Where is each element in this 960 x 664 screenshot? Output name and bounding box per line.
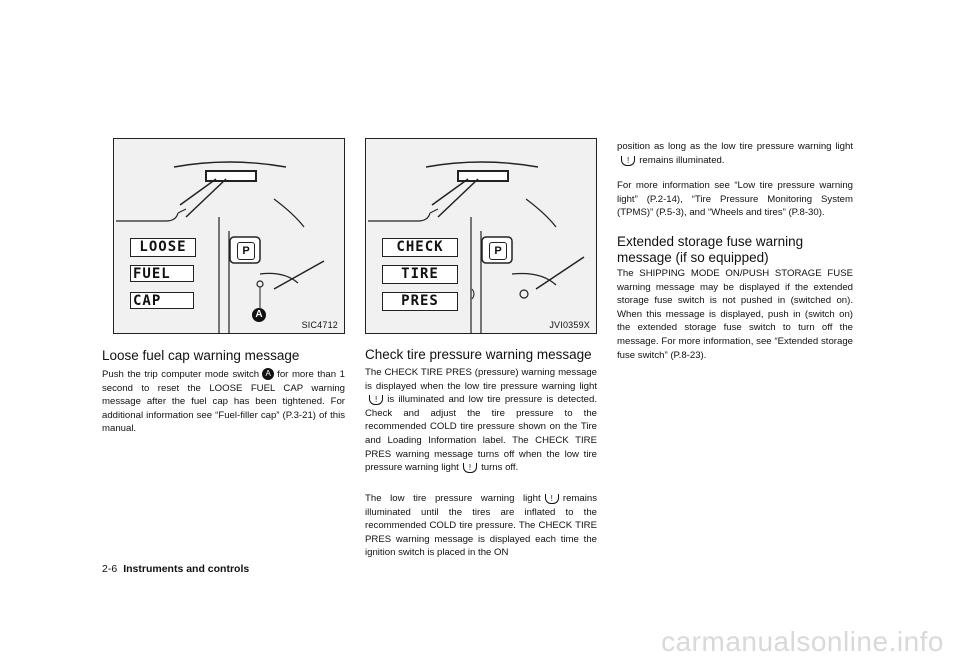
lcd-line-2: TIRE [382,265,458,284]
watermark: carmanualsonline.info [661,626,944,657]
text: for more than 1 second to reset the LOOSE FUEL CAP warning message after the fuel cap has been tightened. For additional information see “Fuel-filler cap” (P.3-21) of this manual. [102,369,345,435]
text: position as long as the low tire pressure warning light [617,141,853,152]
figure-check-tire-pressure [365,138,597,334]
p-button-icon: P [489,242,507,260]
section-title: Instruments and controls [123,563,250,575]
figure-loose-fuel-cap [113,138,345,334]
lcd-line-1: LOOSE [130,238,196,257]
section-heading-check-tire-pressure: Check tire pressure warning message [365,347,592,362]
lcd-line-3: CAP [130,292,194,309]
page-footer [102,563,249,575]
text: remains illuminated until the tires are inflated to the recommended COLD tire pressure. The CHECK TIRE PRES warning message is displayed each time the ignition switch is placed in the ON [365,493,597,559]
figure-label: SIC4712 [301,320,338,330]
text: Push the trip computer mode switch [102,369,260,380]
text: The low tire pressure warning light [365,493,541,504]
lcd-line-1: CHECK [382,238,458,257]
low-tire-pressure-warning-icon: ! [369,395,383,405]
figure-label: JVI0359X [549,320,590,330]
lcd-line-3: PRES [382,292,458,311]
text: is illuminated and low tire pressure is detected. Check and adjust the tire pressure to the recommended COLD tire pressure shown on the Tire and Loading Information label. The CHECK TIRE PRES warning message turns off when the low tire pressure warning light [365,394,597,474]
paragraph: For more information see “Low tire pressure warning light” (P.2-14), “Tire Pressure Monitoring System (TPMS)” (P.5-3), and “Wheels and tires” (P.8-30). [617,180,853,219]
section-heading-extended-storage-fuse: Extended storage fuse warning message (if so equipped) [617,234,804,265]
section-heading-loose-fuel-cap: Loose fuel cap warning message [102,348,300,363]
low-tire-pressure-warning-icon: ! [463,463,477,473]
callout-a-icon: A [262,368,274,380]
paragraph [365,366,597,475]
page-number: 2-6 [102,563,118,575]
low-tire-pressure-warning-icon: ! [545,494,559,504]
paragraph: The SHIPPING MODE ON/PUSH STORAGE FUSE warning message may be displayed if the extended storage fuse switch is not pushed in (switched on). When this message is displayed, push in (switch on) the extended storage fuse switch to turn off the message. For more information, see “Extended storage fuse switch” (P.8-23). [617,268,853,361]
callout-a-marker: A [252,308,266,322]
paragraph [617,140,853,167]
paragraph [365,492,597,560]
text: remains illuminated. [639,154,725,166]
low-tire-pressure-warning-icon: ! [621,156,635,166]
text: The CHECK TIRE PRES (pressure) warning message is displayed when the low tire pressure warning light [365,367,597,392]
p-button-icon: P [237,242,255,260]
text: turns off. [481,462,519,474]
paragraph [102,368,345,436]
lcd-line-2: FUEL [130,265,194,282]
